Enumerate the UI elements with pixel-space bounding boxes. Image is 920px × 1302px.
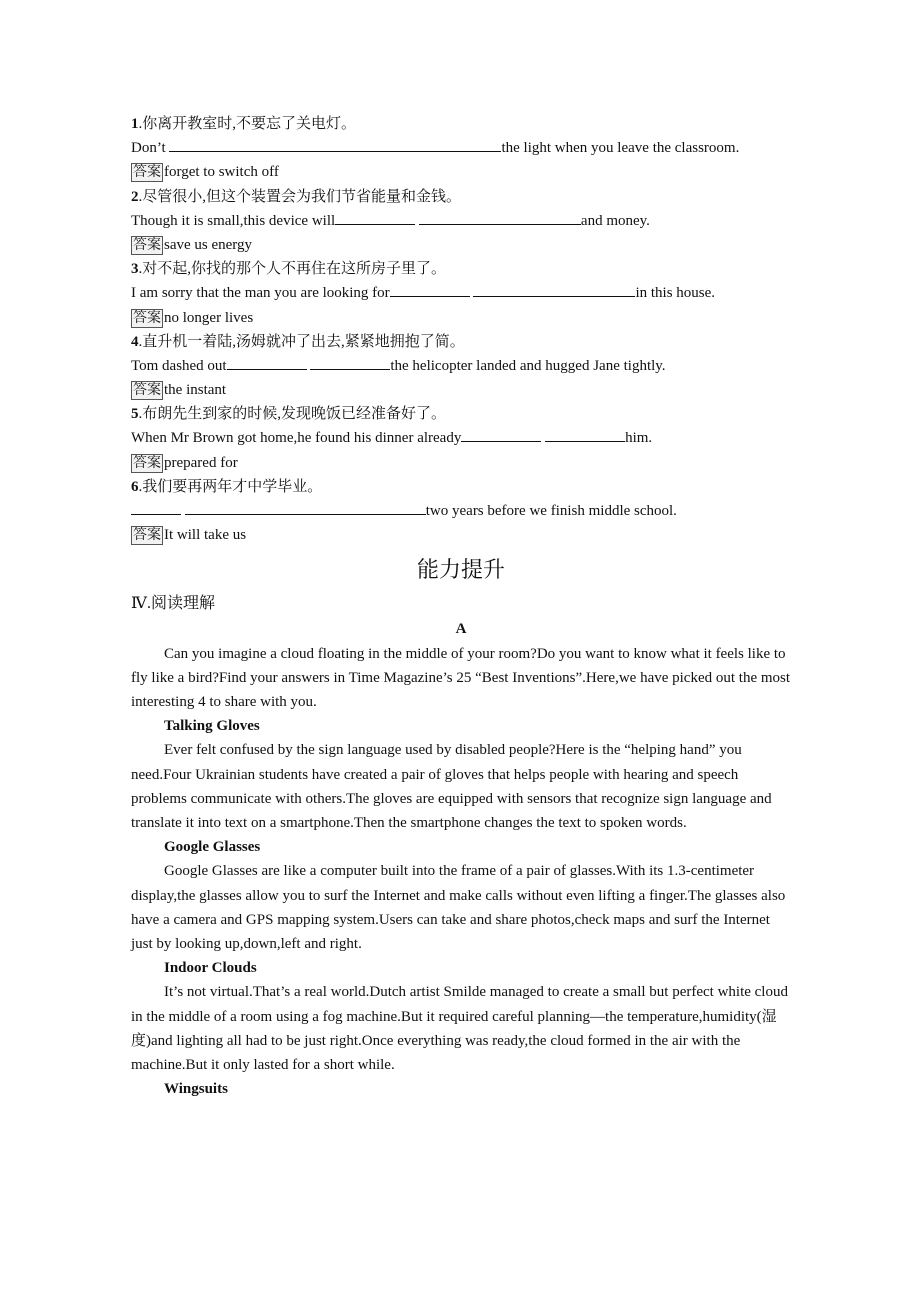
sentence-after: in this house. xyxy=(635,285,716,302)
answer-badge: 答案 xyxy=(133,382,161,399)
section-heading: Talking Gloves xyxy=(164,718,260,735)
section-paragraph: It’s not virtual.That’s a real world.Dutch artist Smilde managed to create a small but perfect white cloud in the middle of a room using a fog machine.But it required careful planning—the temperature,humidity(湿度)and lighting all had to be just right.Once everything was ready,the cloud formed in the air with the machine.But it only lasted for a short while. xyxy=(131,984,788,1073)
sentence-before: When Mr Brown got home,he found his dinner already xyxy=(131,430,462,447)
exercise-6-sentence xyxy=(131,499,791,523)
exercise-chinese: .你离开教室时,不要忘了关电灯。 xyxy=(138,116,357,132)
exercise-5-sentence xyxy=(131,426,791,450)
answer-blank xyxy=(185,500,426,515)
subsection-title: Ⅳ.阅读理解 xyxy=(131,595,215,613)
answer-blank xyxy=(473,282,635,297)
answer-blank xyxy=(419,210,581,225)
section-heading: Google Glasses xyxy=(164,839,261,856)
sentence-after: the helicopter landed and hugged Jane tightly. xyxy=(390,357,666,374)
answer-text: the instant xyxy=(164,382,227,399)
sentence-before: Though it is small,this device will xyxy=(131,212,336,229)
exercise-6-prompt xyxy=(131,475,791,499)
section-title: 能力提升 xyxy=(416,558,505,584)
exercise-number: 4 xyxy=(131,333,139,350)
answer-blank xyxy=(390,282,470,297)
sentence-before: Tom dashed out xyxy=(131,357,227,374)
exercise-5-answer xyxy=(131,451,791,475)
exercise-2-sentence xyxy=(131,209,791,233)
answer-blank xyxy=(335,210,415,225)
answer-text: no longer lives xyxy=(164,309,254,326)
section-heading: Indoor Clouds xyxy=(164,960,257,977)
exercise-2-answer xyxy=(131,233,791,257)
exercise-3-sentence xyxy=(131,281,791,305)
section-paragraph: Ever felt confused by the sign language used by disabled people?Here is the “helping hand” you need.Four Ukrainian students have created a pair of gloves that helps people with hearing and speech problems communicate with others.The gloves are equipped with sensors that recognize sign language and translate it into text on a smartphone.Then the smartphone changes the text to spoken words. xyxy=(131,742,772,831)
exercise-3-prompt xyxy=(131,257,791,281)
exercise-number: 6 xyxy=(131,478,139,495)
exercise-chinese: .对不起,你找的那个人不再住在这所房子里了。 xyxy=(138,261,447,278)
answer-blank xyxy=(545,427,625,442)
exercise-1-answer xyxy=(131,160,791,184)
answer-blank xyxy=(169,137,501,152)
exercise-4-sentence xyxy=(131,354,791,378)
answer-blank xyxy=(310,355,390,370)
sentence-before: I am sorry that the man you are looking for xyxy=(131,285,390,302)
answer-text: It will take us xyxy=(164,527,247,544)
section-heading: Wingsuits xyxy=(164,1081,228,1098)
exercise-number: 3 xyxy=(131,261,139,278)
exercise-1-sentence xyxy=(131,136,791,160)
section-paragraph: Google Glasses are like a computer built into the frame of a pair of glasses.With its 1.3-centimeter display,the glasses allow you to surf the Internet and make calls without even lifting a finger.The glasses also have a camera and GPS mapping system.Users can take and share photos,check maps and surf the Internet just by looking up,down,left and right. xyxy=(131,863,786,952)
exercise-4-prompt xyxy=(131,330,791,354)
exercise-5-prompt xyxy=(131,402,791,426)
answer-blank xyxy=(131,500,181,515)
passage-label: A xyxy=(455,621,467,638)
answer-text: forget to switch off xyxy=(164,164,279,181)
exercise-4-answer xyxy=(131,378,791,402)
answer-badge: 答案 xyxy=(133,309,161,326)
sentence-after: and money. xyxy=(580,212,650,229)
exercise-chinese: .我们要再两年才中学毕业。 xyxy=(138,478,323,495)
exercise-number: 5 xyxy=(131,406,139,423)
exercise-chinese: .尽管很小,但这个装置会为我们节省能量和金钱。 xyxy=(138,188,462,205)
exercise-2-prompt xyxy=(131,185,791,209)
sentence-after: him. xyxy=(625,430,653,447)
answer-badge: 答案 xyxy=(133,237,161,253)
content-area xyxy=(131,112,791,1101)
answer-badge: 答案 xyxy=(133,454,161,471)
answer-blank xyxy=(461,427,541,442)
exercise-chinese: .直升机一着陆,汤姆就冲了出去,紧紧地拥抱了简。 xyxy=(138,333,465,350)
answer-badge: 答案 xyxy=(133,164,161,181)
answer-text: save us energy xyxy=(164,236,253,253)
exercise-1-prompt xyxy=(131,112,791,136)
answer-text: prepared for xyxy=(164,454,238,471)
sentence-after: two years before we finish middle school. xyxy=(425,503,677,519)
exercise-6-answer xyxy=(131,523,791,547)
exercise-number: 1 xyxy=(131,116,139,132)
answer-blank xyxy=(227,355,307,370)
answer-badge: 答案 xyxy=(133,527,161,544)
passage-intro: Can you imagine a cloud floating in the middle of your room?Do you want to know what it feels like to fly like a bird?Find your answers in Time Magazine’s 25 “Best Inventions”.Here,we have picked out the most interesting 4 to share with you. xyxy=(131,645,791,710)
exercise-3-answer xyxy=(131,306,791,330)
exercise-chinese: .布朗先生到家的时候,发现晚饭已经准备好了。 xyxy=(138,406,447,423)
exercise-number: 2 xyxy=(131,188,139,205)
sentence-before: Don’t xyxy=(131,140,170,157)
sentence-after: the light when you leave the classroom. xyxy=(501,140,740,157)
